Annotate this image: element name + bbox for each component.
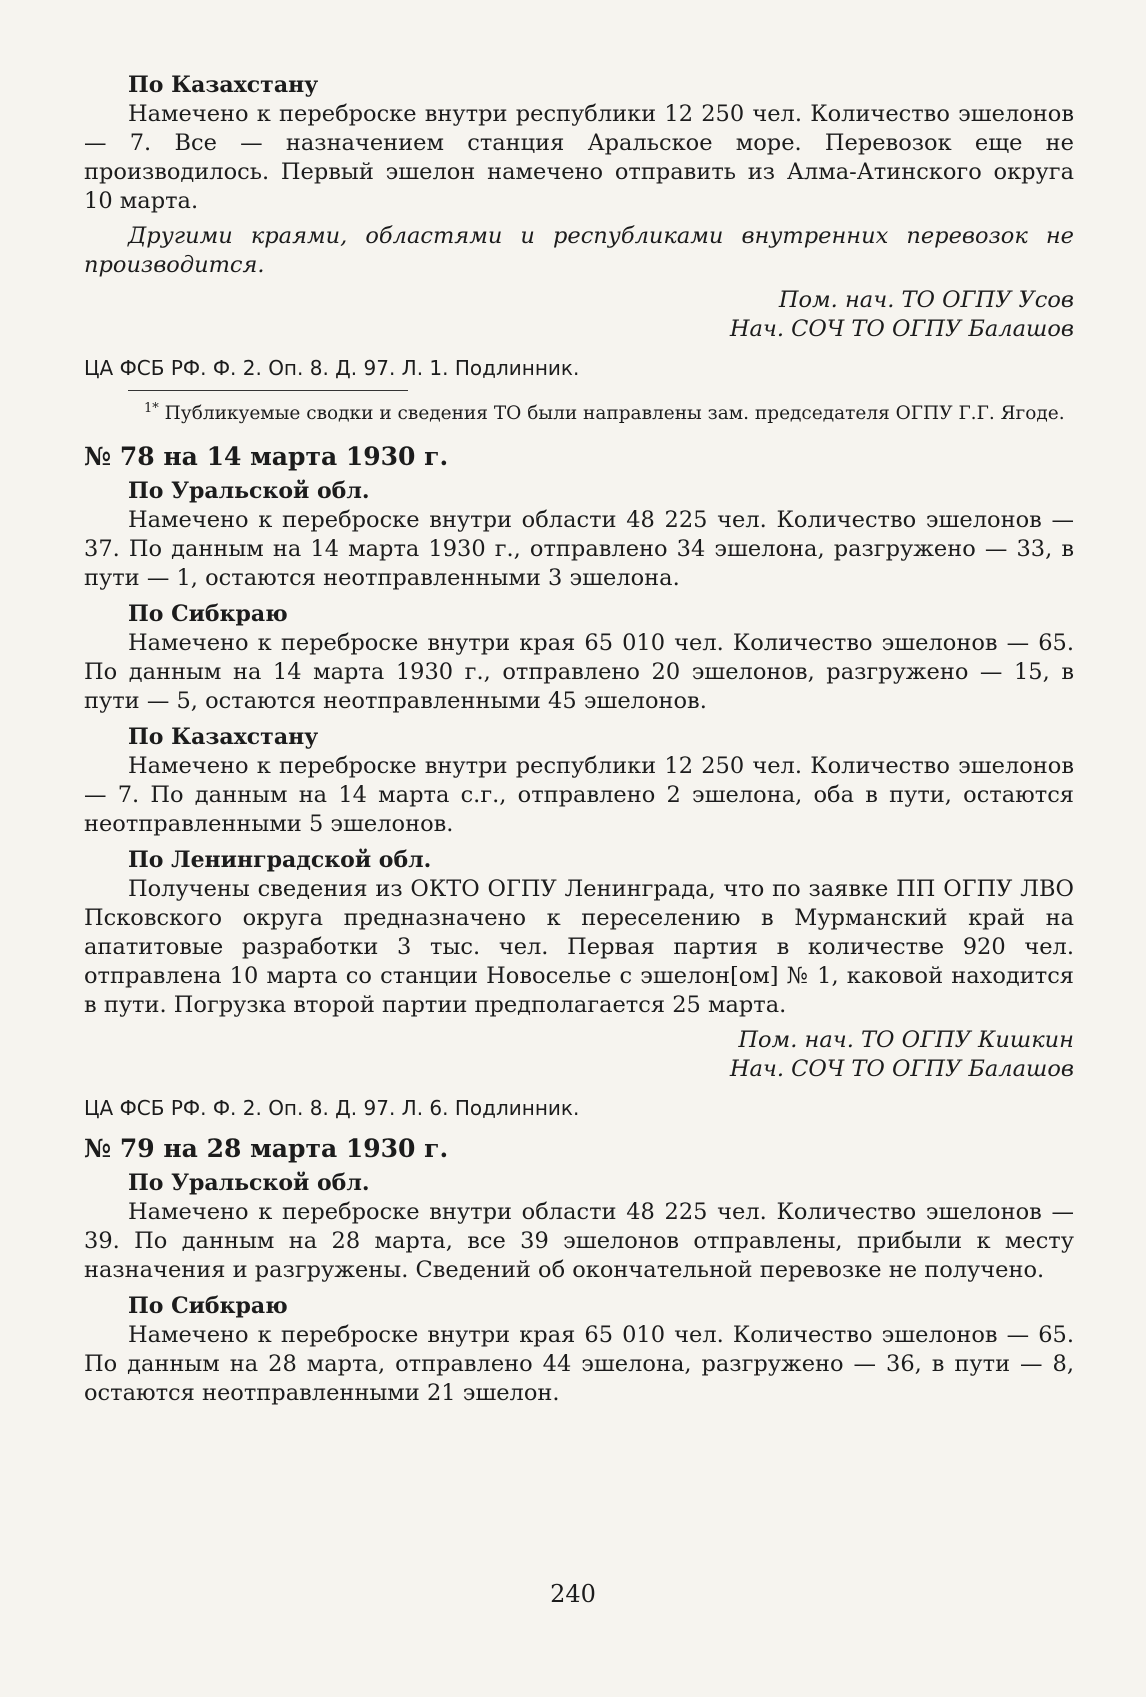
section-text: Намечено к переброске внутри республики 12 250 чел. Количество эшелонов — 7. По данным на 14 марта с.г., отправлено 2 эшелона, оба в пути, остаются неотправленными 5 эшелонов.: [84, 753, 1074, 838]
section-heading: По Сибкраю: [128, 1293, 288, 1320]
footnote-text: Публикуемые сводки и сведения ТО были направлены зам. председателя ОГПУ Г.Г. Ягоде.: [164, 403, 1065, 425]
footnote-marker: 1*: [144, 401, 159, 416]
section-text: Намечено к переброске внутри области 48 225 чел. Количество эшелонов — 39. По данным на 28 марта, все 39 эшелонов отправлены, прибыли к месту назначения и разгружены. Сведений об окончательной перевозке не получено.: [84, 1199, 1074, 1284]
footnote-divider: [128, 390, 408, 391]
signature-line: Нач. СОЧ ТО ОГПУ Балашов: [729, 1056, 1074, 1083]
section-heading: По Уральской обл.: [128, 478, 370, 505]
footnote: [84, 397, 1074, 426]
report-title: № 78 на 14 марта 1930 г.: [84, 442, 449, 472]
italic-note: Другими краями, областями и республиками внутренних перевозок не производится.: [84, 223, 1074, 278]
signature-line: Пом. нач. ТО ОГПУ Усов: [778, 287, 1074, 313]
archive-source: ЦА ФСБ РФ. Ф. 2. Оп. 8. Д. 97. Л. 1. Подлинник.: [84, 356, 580, 380]
section-heading: По Ленинградской обл.: [128, 847, 432, 874]
page-number: 240: [550, 1580, 596, 1608]
signature-line: Пом. нач. ТО ОГПУ Кишкин: [738, 1027, 1074, 1054]
section-heading: По Уральской обл.: [128, 1170, 370, 1197]
section-text: Намечено к переброске внутри области 48 225 чел. Количество эшелонов — 37. По данным на 14 марта 1930 г., отправлено 34 эшелона, разгружено — 33, в пути — 1, остаются неотправленными 3 эшелона.: [84, 507, 1074, 592]
section-text: Намечено к переброске внутри края 65 010 чел. Количество эшелонов — 65. По данным на 14 марта 1930 г., отправлено 20 эшелонов, разгружено — 15, в пути — 5, остаются неотправленными 45 эшелонов.: [84, 630, 1074, 715]
section-text: Намечено к переброске внутри края 65 010 чел. Количество эшелонов — 65. По данным на 28 марта, отправлено 44 эшелона, разгружено — 36, в пути — 8, остаются неотправленными 21 эшелон.: [84, 1322, 1074, 1407]
archive-source: ЦА ФСБ РФ. Ф. 2. Оп. 8. Д. 97. Л. 6. Подлинник.: [84, 1096, 580, 1121]
section-text: Намечено к переброске внутри республики 12 250 чел. Количество эшелонов — 7. Все — назначением станция Аральское море. Перевозок еще не производилось. Первый эшелон намечено отправить из Алма-Атинского округа 10 марта.: [84, 101, 1074, 214]
page-body: [84, 70, 1074, 1408]
signature-line: Нач. СОЧ ТО ОГПУ Балашов: [729, 316, 1074, 342]
section-text: Получены сведения из ОКТО ОГПУ Ленинграда, что по заявке ПП ОГПУ ЛВО Псковского округа предназначено к переселению в Мурманский край на апатитовые разработки 3 тыс. чел. Первая партия в количестве 920 чел. отправлена 10 марта со станции Новоселье с эшелон[ом] № 1, каковой находится в пути. Погрузка второй партии предполагается 25 марта.: [84, 876, 1074, 1019]
section-heading: По Казахстану: [128, 724, 319, 751]
section-heading: По Сибкраю: [128, 601, 288, 628]
report-title: № 79 на 28 марта 1930 г.: [84, 1134, 449, 1164]
section-heading: По Казахстану: [128, 72, 319, 98]
